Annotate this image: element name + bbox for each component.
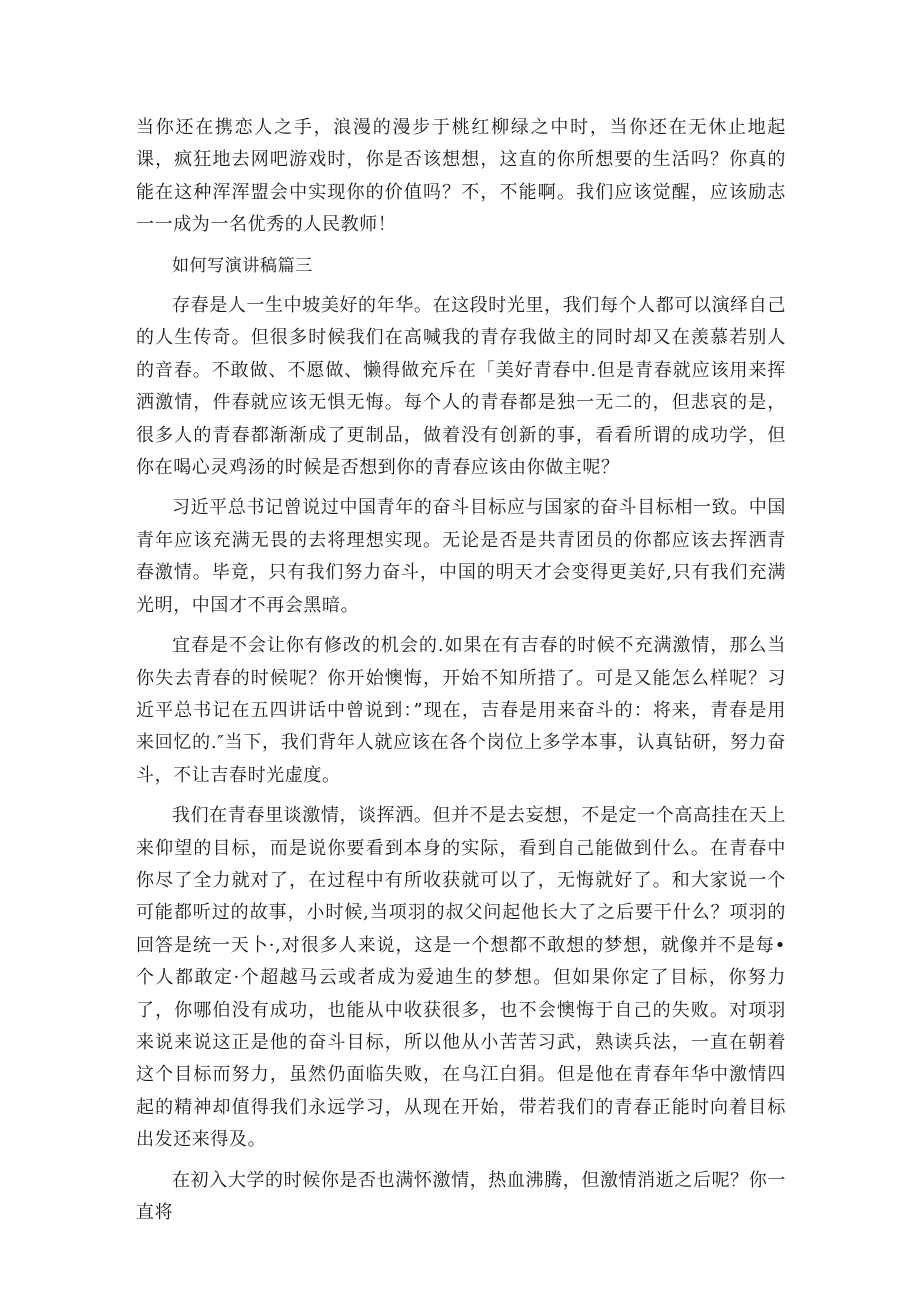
body-paragraph: 宜春是不会让你有修改的机会的.如果在有吉春的时候不充满激情，那么当你失去青春的时候呢？你开始懊悔，开始不知所措了。可是又能怎么样呢？习近平总书记在五四讲话中曾说到：”现在，吉春是用来奋斗的：将来，青春是用来回忆的.″当下，我们背年人就应该在各个岗位上多学本事，认真钻研，努力奋斗，不让吉春时光虚度。 [136,635,786,786]
body-paragraph: 习近平总书记曾说过中国青年的奋斗目标应与国家的奋斗目标相一致。中国青年应该充满无畏的去将理想实现。无论是否是共青团员的你都应该去挥洒青春激情。毕竟，只有我们努力奋斗，中国的明天才会变得更美好,只有我们充满光明，中国才不再会黑暗。 [136,497,786,616]
intro-paragraph: 当你还在携恋人之手，浪漫的漫步于桃红柳绿之中时，当你还在无休止地起课，疯狂地去网吧游戏时，你是否该想想，这直的你所想要的生活吗？你真的能在这种浑浑盟会中实现你的价值吗？不，不能啊。我们应该觉醒，应该励志一一成为一名优秀的人民教师！ [136,117,786,236]
section-heading: 如何写演讲稿篇三 [172,255,313,276]
document-body [136,112,786,1237]
body-paragraph: 我们在青春里谈激情，谈挥洒。但并不是去妄想，不是定一个高高挂在天上来仰望的目标，而是说你要看到本身的实际，看到自己能做到什么。在青春中你尽了全力就对了，在过程中有所收获就可以了，无悔就好了。和大家说一个可能都听过的故事，小时候,当项羽的叔父问起他长大了之后要干什么？项羽的回答是统一天卜·,对很多人来说，这是一个想都不敢想的梦想，就像并不是每•个人都敢定·个超越马云或者成为爱迪生的梦想。但如果你定了目标，你努力了，你哪伯没有成功，也能从中收获很多，也不会懊悔于自己的失败。对项羽来说来说这正是他的奋斗目标，所以他从小苦苦习武，熟读兵法，一直在朝着这个目标而努力，虽然仍面临失败，在乌江白狷。但是他在青春年华中激情四起的精神却值得我们永远学习，从现在开始，带若我们的青春正能时向着目标出发还来得及。 [136,805,786,1151]
body-paragraph: 存春是人一生中坡美好的年华。在这段时光里，我们每个人都可以演绎自己的人生传奇。但很多时候我们在高喊我的青存我做主的同时却又在羡慕若别人的音春。不敢做、不愿做、懒得做充斥在「美好青春中.但是青春就应该用来挥洒激情，件春就应该无惧无悔。每个人的青春都是独一无二的，但悲哀的是，很多人的青春都渐渐成了更制品，做着没有创新的事，看看所谓的成功学，但你在喝心灵鸡汤的时候是否想到你的青春应该由你做主呢？ [136,295,786,479]
body-paragraph: 在初入大学的时候你是否也满怀激情，热血沸腾，但激情消逝之后呢？你一直将 [136,1169,786,1223]
